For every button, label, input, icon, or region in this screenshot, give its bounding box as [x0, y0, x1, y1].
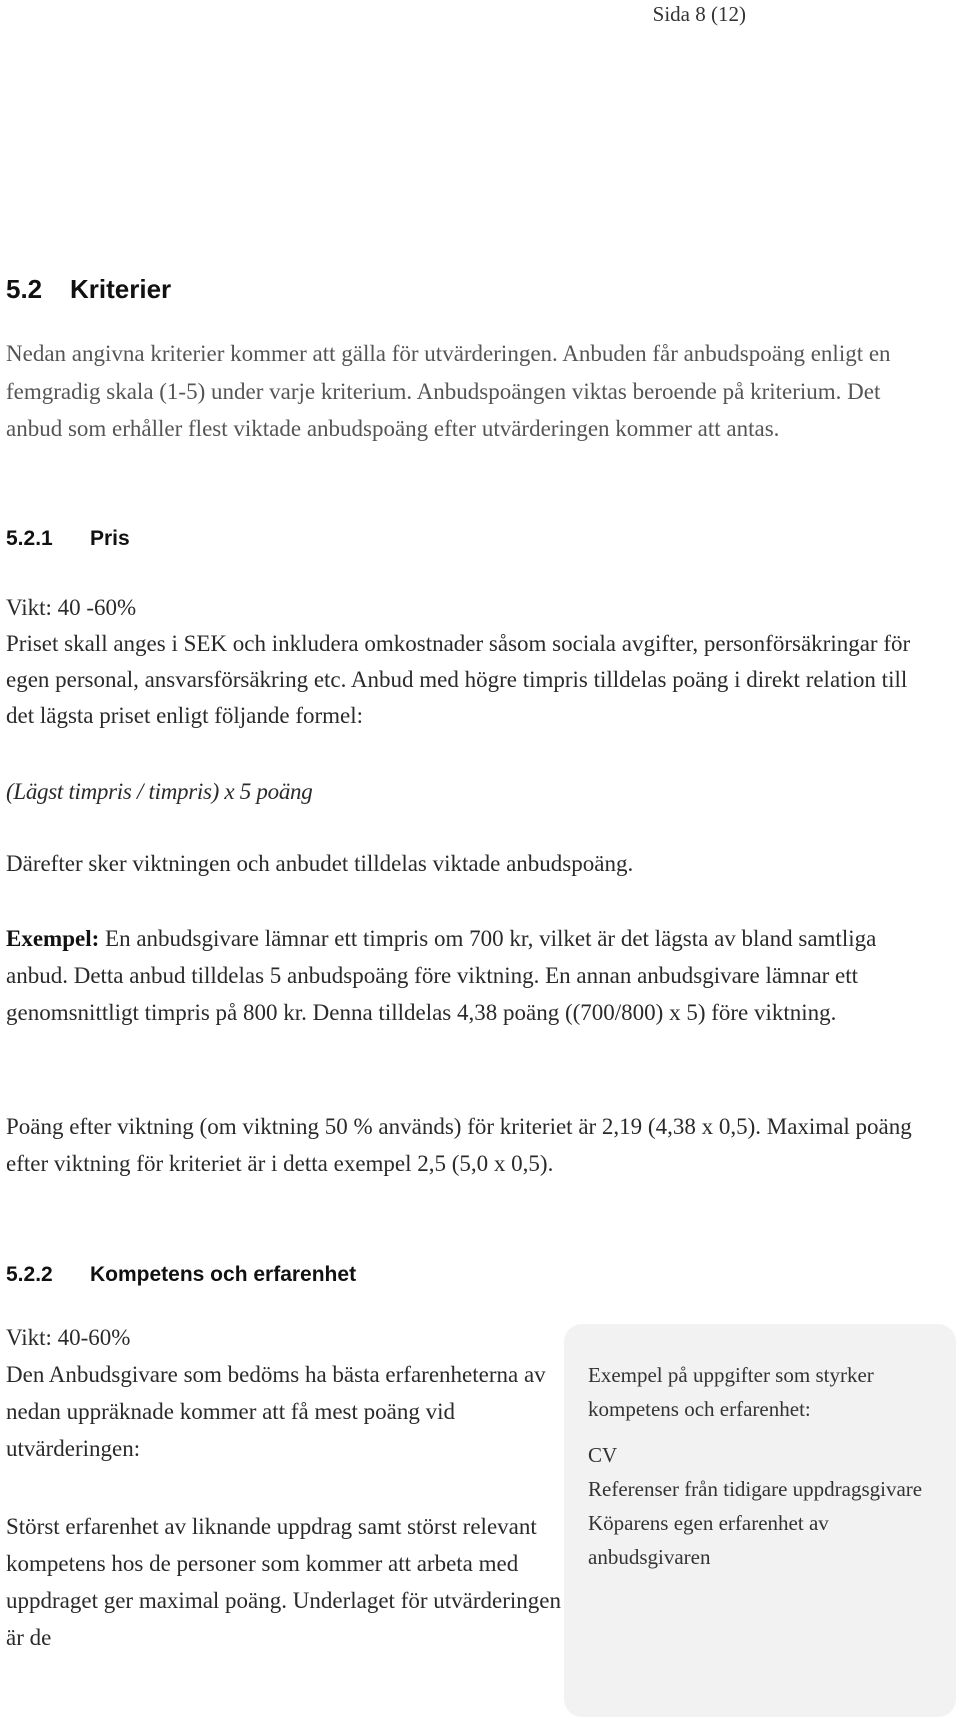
sidebox-item: Köparens egen erfarenhet av anbudsgivaren — [588, 1511, 829, 1569]
kompetens-body-2: Störst erfarenhet av liknande uppdrag samt störst relevant kompetens hos de personer som kommer att arbeta med uppdraget ger maximal poäng. Underlaget för utvärderingen är de — [6, 1514, 561, 1650]
pris-example — [6, 920, 926, 1031]
subsection-title: Pris — [90, 527, 130, 550]
sidebox-item: CV — [588, 1443, 618, 1467]
kompetens-body: Den Anbudsgivare som bedöms ha bästa erfarenheterna av nedan uppräknade kommer att få mest poäng vid utvärderingen: — [6, 1362, 546, 1461]
subsection-number: 5.2.1 — [6, 527, 53, 550]
page-number: Sida 8 (12) — [652, 2, 746, 26]
section-number: 5.2 — [6, 274, 43, 304]
example-sidebox — [564, 1324, 956, 1717]
sidebox-title: Exempel på uppgifter som styrker kompetens och erfarenhet: — [588, 1363, 874, 1421]
pris-body: Priset skall anges i SEK och inkludera omkostnader såsom sociala avgifter, personförsäkringar för egen personal, ansvarsförsäkring etc. Anbud med högre timpris tilldelas poäng i direkt relation till det lägsta priset enligt följande formel: — [6, 631, 911, 728]
section-intro: Nedan angivna kriterier kommer att gälla för utvärderingen. Anbuden får anbudspoäng enligt en femgradig skala (1-5) under varje kriterium. Anbudspoängen viktas beroende på kriterium. Det anbud som erhåller flest viktade anbudspoäng efter utvärderingen kommer att antas. — [6, 341, 891, 441]
pris-formula: (Lägst timpris / timpris) x 5 poäng — [6, 779, 313, 804]
pris-weight: Vikt: 40 -60% — [6, 595, 137, 620]
subsection-heading-kompetens — [6, 1263, 356, 1287]
subsection-number: 5.2.2 — [6, 1263, 53, 1286]
sidebox-item: Referenser från tidigare uppdragsgivare — [588, 1477, 923, 1501]
subsection-heading-pris — [6, 527, 130, 551]
pris-max-points: Poäng efter viktning (om viktning 50 % används) för kriteriet är 2,19 (4,38 x 0,5). Maximal poäng efter viktning för kriteriet är i detta exempel 2,5 (5,0 x 0,5). — [6, 1114, 912, 1176]
section-title: Kriterier — [70, 274, 172, 304]
kompetens-weight: Vikt: 40-60% — [6, 1325, 131, 1350]
example-lead: Exempel: — [6, 926, 100, 951]
section-heading-kriterier — [6, 274, 171, 305]
example-text: En anbudsgivare lämnar ett timpris om 700 kr, vilket är det lägsta av bland samtliga anbud. Detta anbud tilldelas 5 anbudspoäng före viktning. En annan anbudsgivare lämnar ett genomsnittligt timpris på 800 kr. Denna tilldelas 4,38 poäng ((700/800) x 5) före viktning. — [6, 926, 877, 1025]
pris-darefter: Därefter sker viktningen och anbudet tilldelas viktade anbudspoäng. — [6, 851, 634, 876]
subsection-title: Kompetens och erfarenhet — [90, 1263, 357, 1286]
